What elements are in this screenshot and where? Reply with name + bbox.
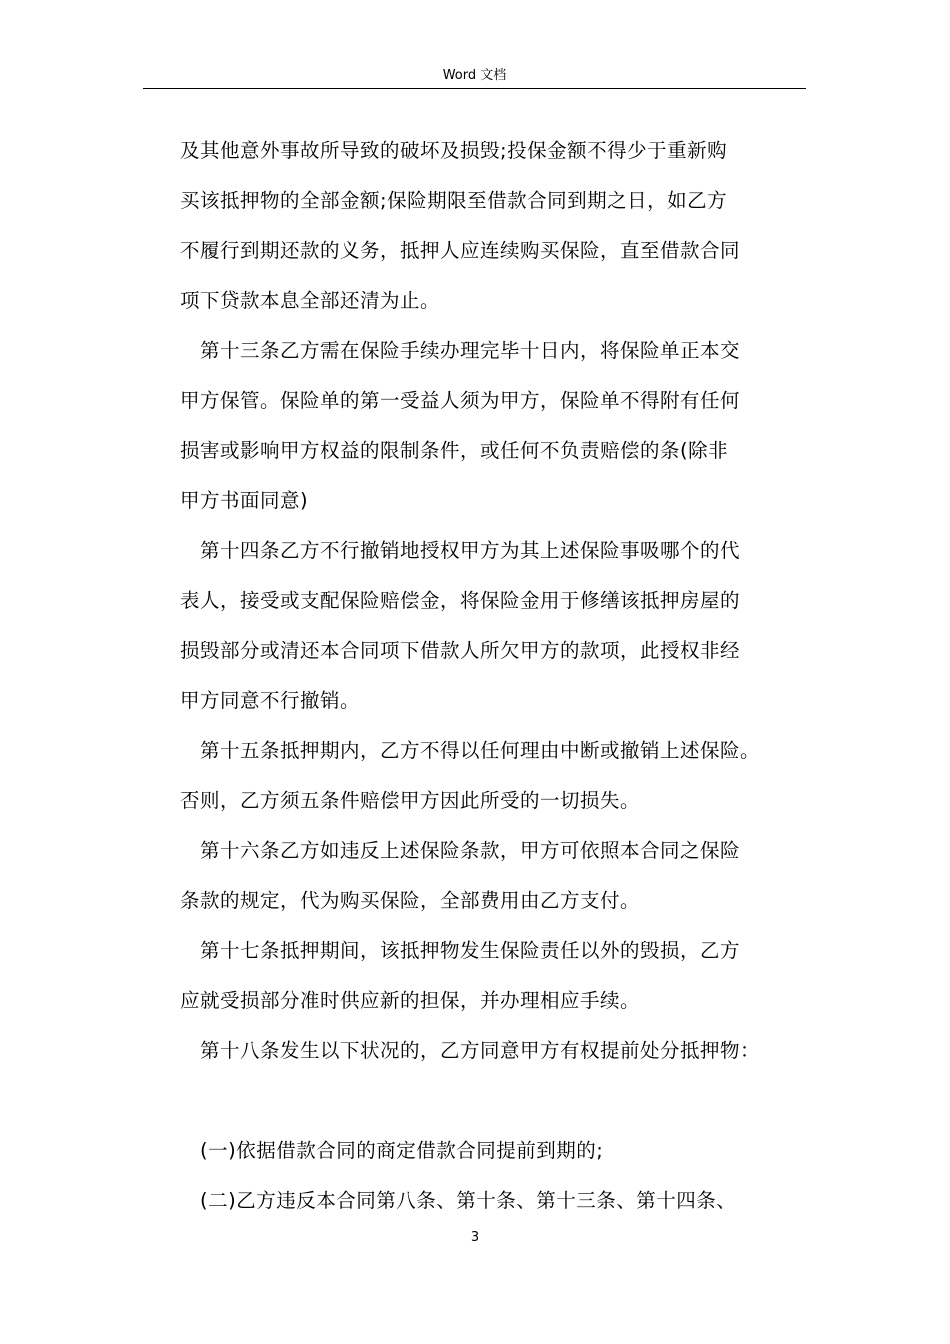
text-line: 条款的规定，代为购买保险，全部费用由乙方支付。 [180, 889, 641, 912]
text-line: 第十三条乙方需在保险手续办理完毕十日内，将保险单正本交 [200, 339, 741, 362]
page-number: 3 [470, 1230, 480, 1245]
text-line: 第十七条抵押期间，该抵押物发生保险责任以外的毁损，乙方 [200, 939, 741, 962]
text-line: 表人，接受或支配保险赔偿金，将保险金用于修缮该抵押房屋的 [180, 589, 741, 612]
blank-line [180, 1080, 820, 1130]
text-line: 第十六条乙方如违反上述保险条款，甲方可依照本合同之保险 [200, 839, 741, 862]
text-line: 及其他意外事故所导致的破坏及损毁;投保金额不得少于重新购 [180, 139, 728, 162]
page-header [143, 64, 806, 89]
text-line: 损毁部分或清还本合同项下借款人所欠甲方的款项，此授权非经 [180, 639, 741, 662]
text-line: (一)依据借款合同的商定借款合同提前到期的; [200, 1139, 604, 1162]
text-line: 甲方书面同意) [180, 489, 309, 512]
text-line: 甲方同意不行撤销。 [180, 689, 361, 712]
text-line: (二)乙方违反本合同第八条、第十条、第十三条、第十四条、 [200, 1189, 737, 1212]
text-line: 甲方保管。保险单的第一受益人须为甲方，保险单不得附有任何 [180, 389, 741, 412]
text-line: 损害或影响甲方权益的限制条件，或任何不负责赔偿的条(除非 [180, 439, 729, 462]
text-line: 否则，乙方须五条件赔偿甲方因此所受的一切损失。 [180, 789, 641, 812]
text-line: 第十五条抵押期内，乙方不得以任何理由中断或撤销上述保险。 [200, 739, 761, 762]
text-line: 不履行到期还款的义务，抵押人应连续购买保险，直至借款合同 [180, 239, 741, 262]
text-line: 应就受损部分准时供应新的担保，并办理相应手续。 [180, 989, 641, 1012]
header-title: Word 文档 [442, 68, 507, 83]
text-line: 第十四条乙方不行撤销地授权甲方为其上述保险事吸哪个的代 [200, 539, 741, 562]
document-body [180, 130, 820, 1230]
text-line: 第十八条发生以下状况的，乙方同意甲方有权提前处分抵押物： [200, 1039, 761, 1062]
text-line: 买该抵押物的全部金额;保险期限至借款合同到期之日，如乙方 [180, 189, 728, 212]
text-line: 项下贷款本息全部还清为止。 [180, 289, 441, 312]
